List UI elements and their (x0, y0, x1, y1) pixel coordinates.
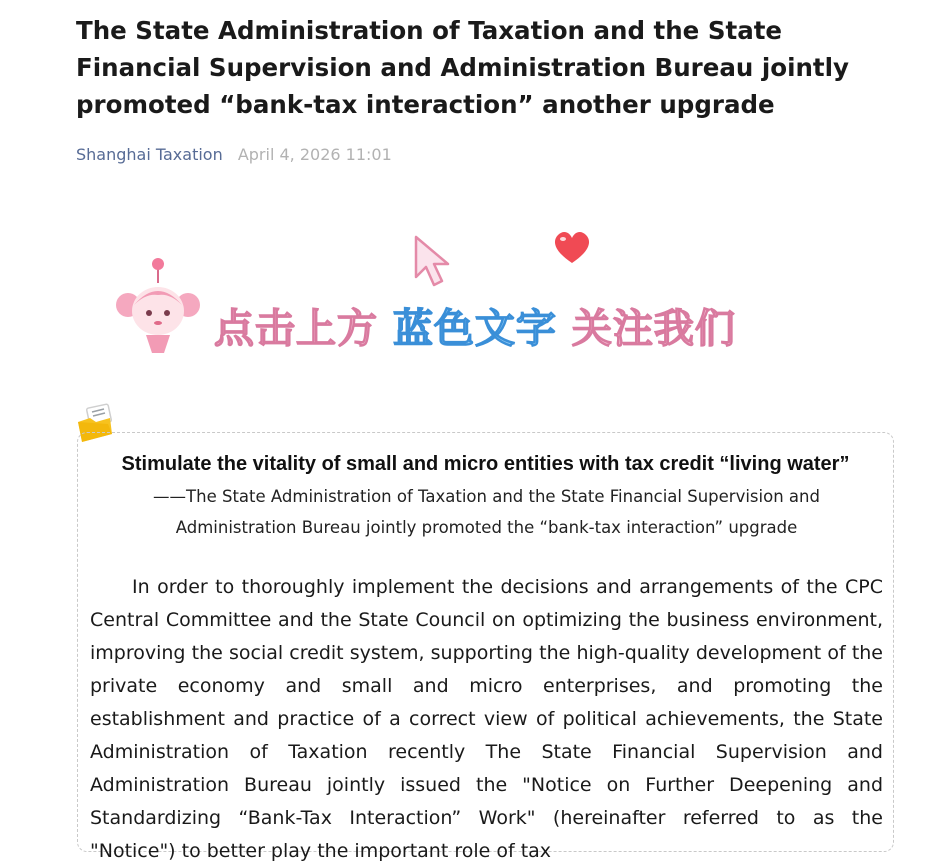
section-subheading: ——The State Administration of Taxation and the State Financial Supervision and Administration Bureau jointly promoted the “bank-tax interaction” upgrade (153, 487, 820, 537)
article-meta (76, 144, 392, 166)
cta-part-2: 蓝色文字 (392, 306, 557, 352)
section-body: In order to thoroughly implement the decisions and arrangements of the CPC Central Committee and the State Council on optimizing the business environment, improving the social credit system, supporting the high-quality development of the private economy and small and micro enterprises, and promoting the establishment and practice of a correct view of political achievements, the State Administration of Taxation recently The State Financial Supervision and Administration Bureau jointly issued the "Notice on Further Deepening and Standardizing “Bank-Tax Interaction” Work" (hereinafter referred to as the "Notice") to better play the important role of tax (90, 576, 883, 862)
follow-us-text[interactable] (214, 297, 736, 354)
section-heading: Stimulate the vitality of small and micro entities with tax credit “living water” (121, 453, 850, 475)
content-card (77, 432, 894, 862)
publish-time: April 4, 2026 11:01 (237, 145, 392, 164)
cta-part-3: 关注我们 (571, 306, 736, 352)
cursor-icon (412, 233, 462, 293)
mascot-icon (112, 253, 204, 363)
follow-banner[interactable] (100, 215, 800, 365)
cta-part-1: 点击上方 (214, 306, 378, 352)
heart-icon (550, 227, 594, 267)
article-title: The State Administration of Taxation and the State Financial Supervision and Administration Bureau jointly promoted “bank-tax interaction” another upgrade (76, 16, 850, 119)
account-name-link[interactable]: Shanghai Taxation (76, 145, 223, 164)
